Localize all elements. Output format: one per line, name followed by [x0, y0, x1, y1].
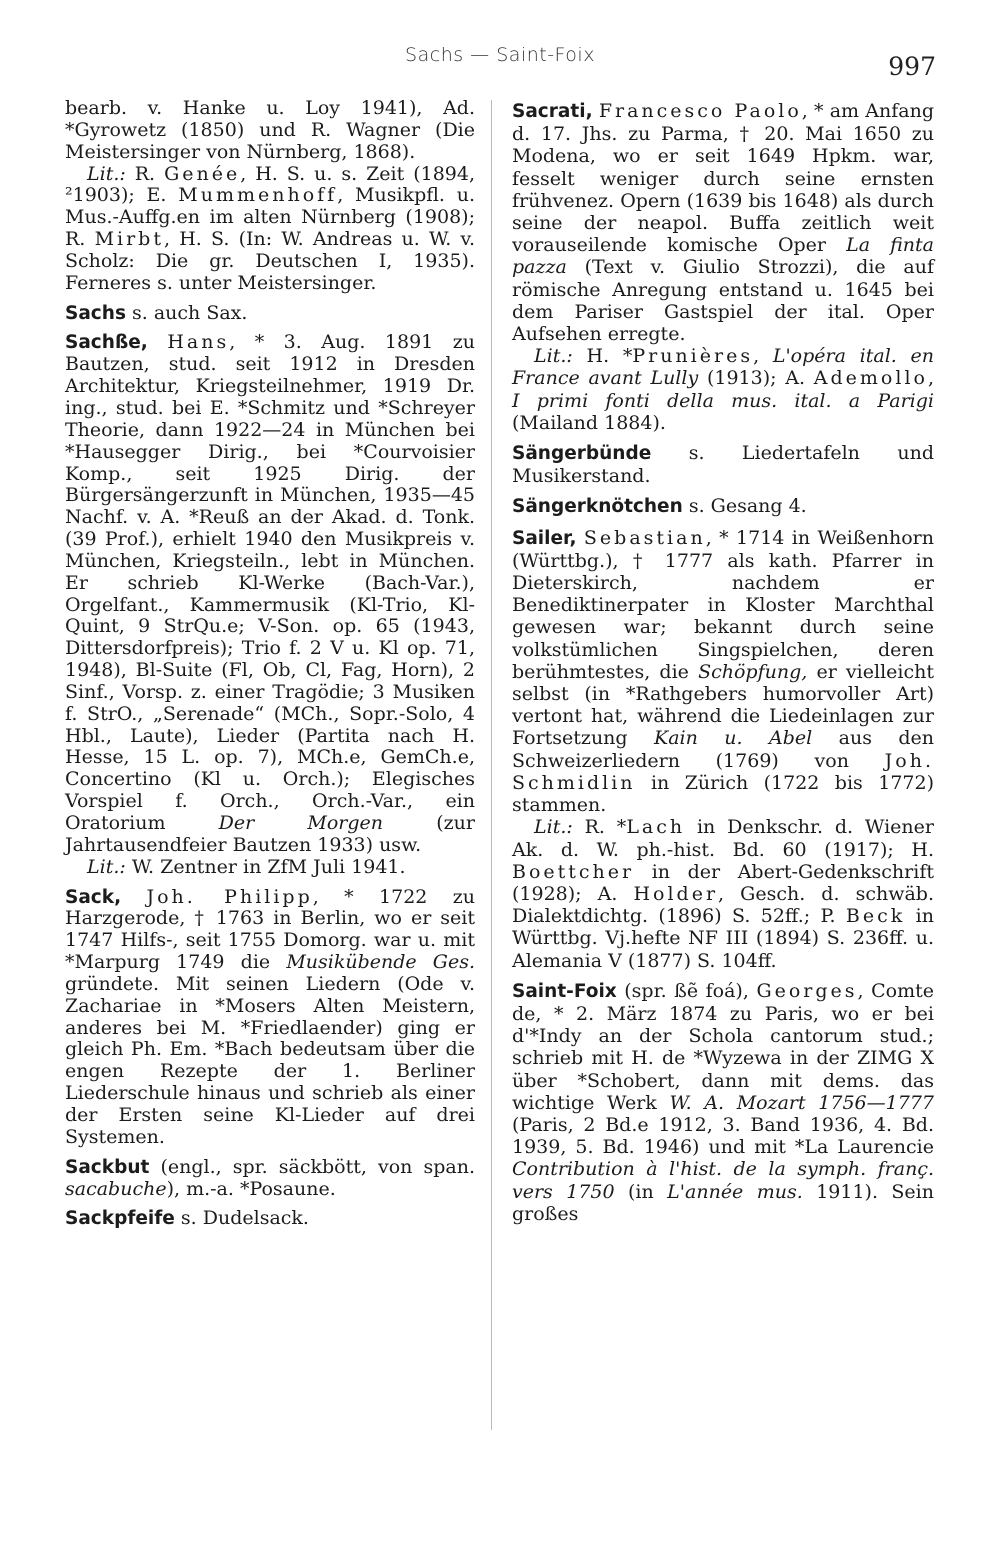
- lit-label: Lit.:: [87, 855, 126, 878]
- work-title: Contribution à l'hist. de la symph. franç. vers 1750: [512, 1158, 934, 1203]
- entry-text: s. Gesang 4.: [688, 495, 807, 518]
- entry-text: gründete. Mit seinen Liedern (Ode v. Zachariae in *Mosers Alten Meistern, anderes bei M. *Friedlaender) ging er gleich Ph. Em. *Bach bedeutsam über die engen Rezepte der 1. Berliner Liederschule hinaus und schrieb als einer der Ersten seine Kl-Lieder auf drei Systemen.: [65, 972, 475, 1148]
- headword: Sachs: [65, 302, 126, 324]
- headword: Sack,: [65, 886, 122, 908]
- entry-sacrati: [512, 100, 934, 345]
- entry-text: bearb. v. Hanke u. Loy 1941), Ad. *Gyrowetz (1850) und R. Wagner (Die Meistersinger von Nürnberg, 1868).: [65, 97, 475, 163]
- headword: Sacrati,: [512, 101, 593, 122]
- work-title: Kain u. Abel: [654, 727, 813, 750]
- lit-label: Lit.:: [534, 345, 573, 368]
- lit-text: R. *: [584, 816, 627, 839]
- entry-continuation: [65, 98, 475, 164]
- lit-author: Prunières: [632, 345, 754, 368]
- entry-text: , * 3. Aug. 1891 zu Bautzen, stud. seit 1912 in Dresden Architektur, Kriegsteilnehmer, 1919 Dr. ing., stud. bei E. *Schmitz und *Schreyer Theorie, dann 1922—24 in München bei *Hausegger Dirig., bei *Courvoisier Komp., seit 1925 Dirig. der Bürgersängerzunft in München, 1935—45 Nachf. v. A. *Reuß an der Akad. d. Tonk. (39 Prof.), erhielt 1940 den Musikpreis v. München, Kriegsteiln., lebt in München. Er schrieb Kl-Werke (Bach-Var.), Orgelfant., Kammermusik (Kl-Trio, Kl-Quint, 9 StrQu.e; V-Son. op. 65 (1943, Dittersdorfpreis); Trio f. 2 V u. Kl op. 71, 1948), Bl-Suite (Fl, Ob, Cl, Fag, Horn), 2 Sinf., Vorsp. z. einer Tragödie; 3 Musiken f. StrO., „Serenade“ (MCh., Sopr.-Solo, 4 Hbl., Laute), Lieder (Partita nach H. Hesse, 15 L. op. 7), MCh.e, GemCh.e, Concertino (Kl u. Orch.); Elegisches Vorspiel f. Orch., Orch.-Var., ein Oratorium: [65, 331, 475, 834]
- work-title: L'année mus.: [667, 1180, 803, 1203]
- entry-text: (spr. ßẽ foá),: [624, 979, 749, 1002]
- entry-text: (in: [628, 1180, 654, 1203]
- literature-note: [65, 857, 475, 879]
- entry-sailer: [512, 527, 934, 817]
- right-column: [512, 100, 934, 1233]
- entry-text: in Zürich (1722 bis 1772) stammen.: [512, 771, 934, 817]
- lit-text: , H. S. (In: W. Andreas u. W. v. Scholz: Die gr. Deutschen I, 1935). Ferneres s. unter Meistersinger.: [65, 228, 475, 294]
- page-number: 997: [888, 52, 936, 81]
- entry-text: s. auch Sax.: [132, 301, 248, 324]
- entry-saengerbuende: [512, 442, 934, 487]
- lit-text: (1913); A.: [706, 367, 806, 390]
- work-title: W. A. Mozart 1756—1777: [669, 1091, 934, 1114]
- work-title: Der Morgen: [218, 812, 384, 834]
- entry-sackbut: [65, 1157, 475, 1201]
- lit-text: in Württbg. Vj.hefte NF III (1894) S. 236ff. u. Alemania V (1877) S. 104ff.: [512, 905, 934, 972]
- lit-label: Lit.:: [534, 816, 573, 839]
- entry-sachs: [65, 303, 475, 325]
- lit-text: in der Abert-Gedenkschrift (1928); A.: [512, 860, 934, 905]
- person-name: Joh. Philipp: [146, 885, 313, 908]
- headword: Sailer,: [512, 527, 577, 549]
- lit-author: Ademollo: [813, 367, 928, 390]
- lit-author: Mummenhoff: [178, 184, 338, 207]
- lit-text: in Denkschr. d. Wiener Ak. d. W. ph.-hist. Bd. 60 (1917); H.: [512, 816, 934, 861]
- person-name: Sebastian: [583, 526, 706, 549]
- headword: Sängerknötchen: [512, 496, 683, 518]
- headword: Sackpfeife: [65, 1208, 175, 1230]
- entry-text: , * 1714 in Weißenhorn (Württbg.), † 1777 als kath. Pfarrer in Dieterskirch, nachdem er Benediktinerpater in Kloster Marchthal gewesen war; bekannt durch seine volkstümlichen Singspielchen, deren berühmtestes, die: [512, 526, 934, 683]
- work-title: La finta pazza: [512, 234, 935, 279]
- work-title: Schöpfung,: [698, 660, 808, 683]
- headword: Saint-Foix: [512, 980, 617, 1002]
- lit-author: Lach: [626, 816, 686, 839]
- work-title: I primi fonti della mus. ital. a Parigi: [512, 389, 934, 412]
- entry-text: s. Liedertafeln und Musikerstand.: [512, 442, 934, 488]
- entry-text: (Paris, 2 Bd.e 1912, 3. Band 1936, 4. Bd. 1939, 5. Bd. 1946) und mit *La Laurencie: [512, 1113, 934, 1159]
- entry-text: ), m.-a. *Posaune.: [166, 1177, 336, 1200]
- entry-text: (Text v. Giulio Strozzi), die auf römische Anregung entstand u. 1645 bei dem Pariser Gastspiel der ital. Oper Aufsehen erregte.: [512, 256, 934, 346]
- headword: Sachße,: [65, 332, 148, 354]
- work-title: Musikübende Ges.: [286, 951, 475, 974]
- lit-author: Holder: [633, 882, 719, 905]
- person-name: Georges: [756, 979, 858, 1002]
- entry-sachsse: [65, 332, 475, 856]
- lit-text: R.: [134, 162, 156, 185]
- headword: Sängerbünde: [512, 443, 652, 465]
- literature-note: [512, 345, 934, 434]
- entry-text: , * 1722 zu Harzgerode, † 1763 in Berlin, wo er seit 1747 Hilfs-, seit 1755 Domorg. war u. mit *Marpurg 1749 die: [65, 885, 475, 974]
- lit-author: Mirbt: [94, 228, 164, 251]
- person-name: Hans: [167, 331, 230, 354]
- person-name: Francesco Paolo: [598, 100, 802, 122]
- lit-author: Boettcher: [512, 860, 635, 883]
- entry-saengerknoetchen: [512, 495, 934, 518]
- headword: Sackbut: [65, 1156, 150, 1178]
- lit-text: , Gesch. d. schwäb. Dialektdichtg. (1896) S. 52ff.; P.: [512, 882, 934, 928]
- lit-author: Genée: [164, 162, 241, 185]
- lit-text: , H. S. u. s. Zeit (1894, ²1903); E.: [65, 162, 476, 207]
- column-divider: [491, 100, 492, 1430]
- literature-note: [65, 164, 475, 295]
- lit-author: Beck: [845, 905, 906, 928]
- lit-label: Lit.:: [87, 162, 126, 185]
- entry-text: aus den Schweizerliedern (1769) von: [512, 727, 935, 772]
- lit-text: ,: [753, 345, 760, 368]
- entry-sack: [65, 887, 475, 1149]
- lit-text: W. Zentner in ZfM Juli 1941.: [131, 855, 406, 878]
- entry-text: , Comte de, * 2. März 1874 zu Paris, wo er bei d'*Indy an der Schola cantorum stud.; schrieb mit H. de *Wyzewa in der ZIMG X über *Schobert, dann mit dems. das wichtige Werk: [512, 979, 934, 1114]
- entry-sackpfeife: [65, 1208, 475, 1230]
- entry-text: , * am Anfang d. 17. Jhs. zu Parma, † 20. Mai 1650 zu Modena, wo er seit 1649 Hpkm. war, fesselt weniger durch seine ernsten frühvenez. Opern (1639 bis 1648) als durch seine der neapol. Buffa zeitlich weit vorauseilende komische Oper: [512, 100, 934, 257]
- work-title: L'opéra ital. en France avant Lully: [512, 345, 934, 390]
- entry-text: (zur Jahrtausendfeier Bautzen 1933) usw.: [65, 812, 475, 856]
- entry-text: s. Dudelsack.: [180, 1207, 309, 1230]
- entry-saint-foix: [512, 980, 934, 1225]
- page-header: [0, 38, 1000, 81]
- literature-note: [512, 816, 934, 971]
- left-column: [65, 98, 475, 1238]
- person-name: Joh. Schmidlin: [512, 749, 935, 794]
- entry-text: er vielleicht selbst (in *Rathgebers humorvoller Art) vertont hat, während die Liedeinlagen zur Fortsetzung: [512, 660, 934, 750]
- lit-text: (Mailand 1884).: [512, 411, 666, 434]
- lit-text: ,: [927, 367, 935, 390]
- lit-text: H. *: [586, 345, 633, 368]
- running-head: Sachs — Saint-Foix: [405, 44, 595, 66]
- entry-text: (engl., spr. säckbött, von span.: [160, 1155, 476, 1178]
- lit-text: , Musikpfl. u. Mus.-Auffg.en im alten Nürnberg (1908); R.: [65, 184, 475, 251]
- work-title: sacabuche: [65, 1177, 167, 1200]
- entry-text: 1911). Sein großes: [512, 1180, 934, 1225]
